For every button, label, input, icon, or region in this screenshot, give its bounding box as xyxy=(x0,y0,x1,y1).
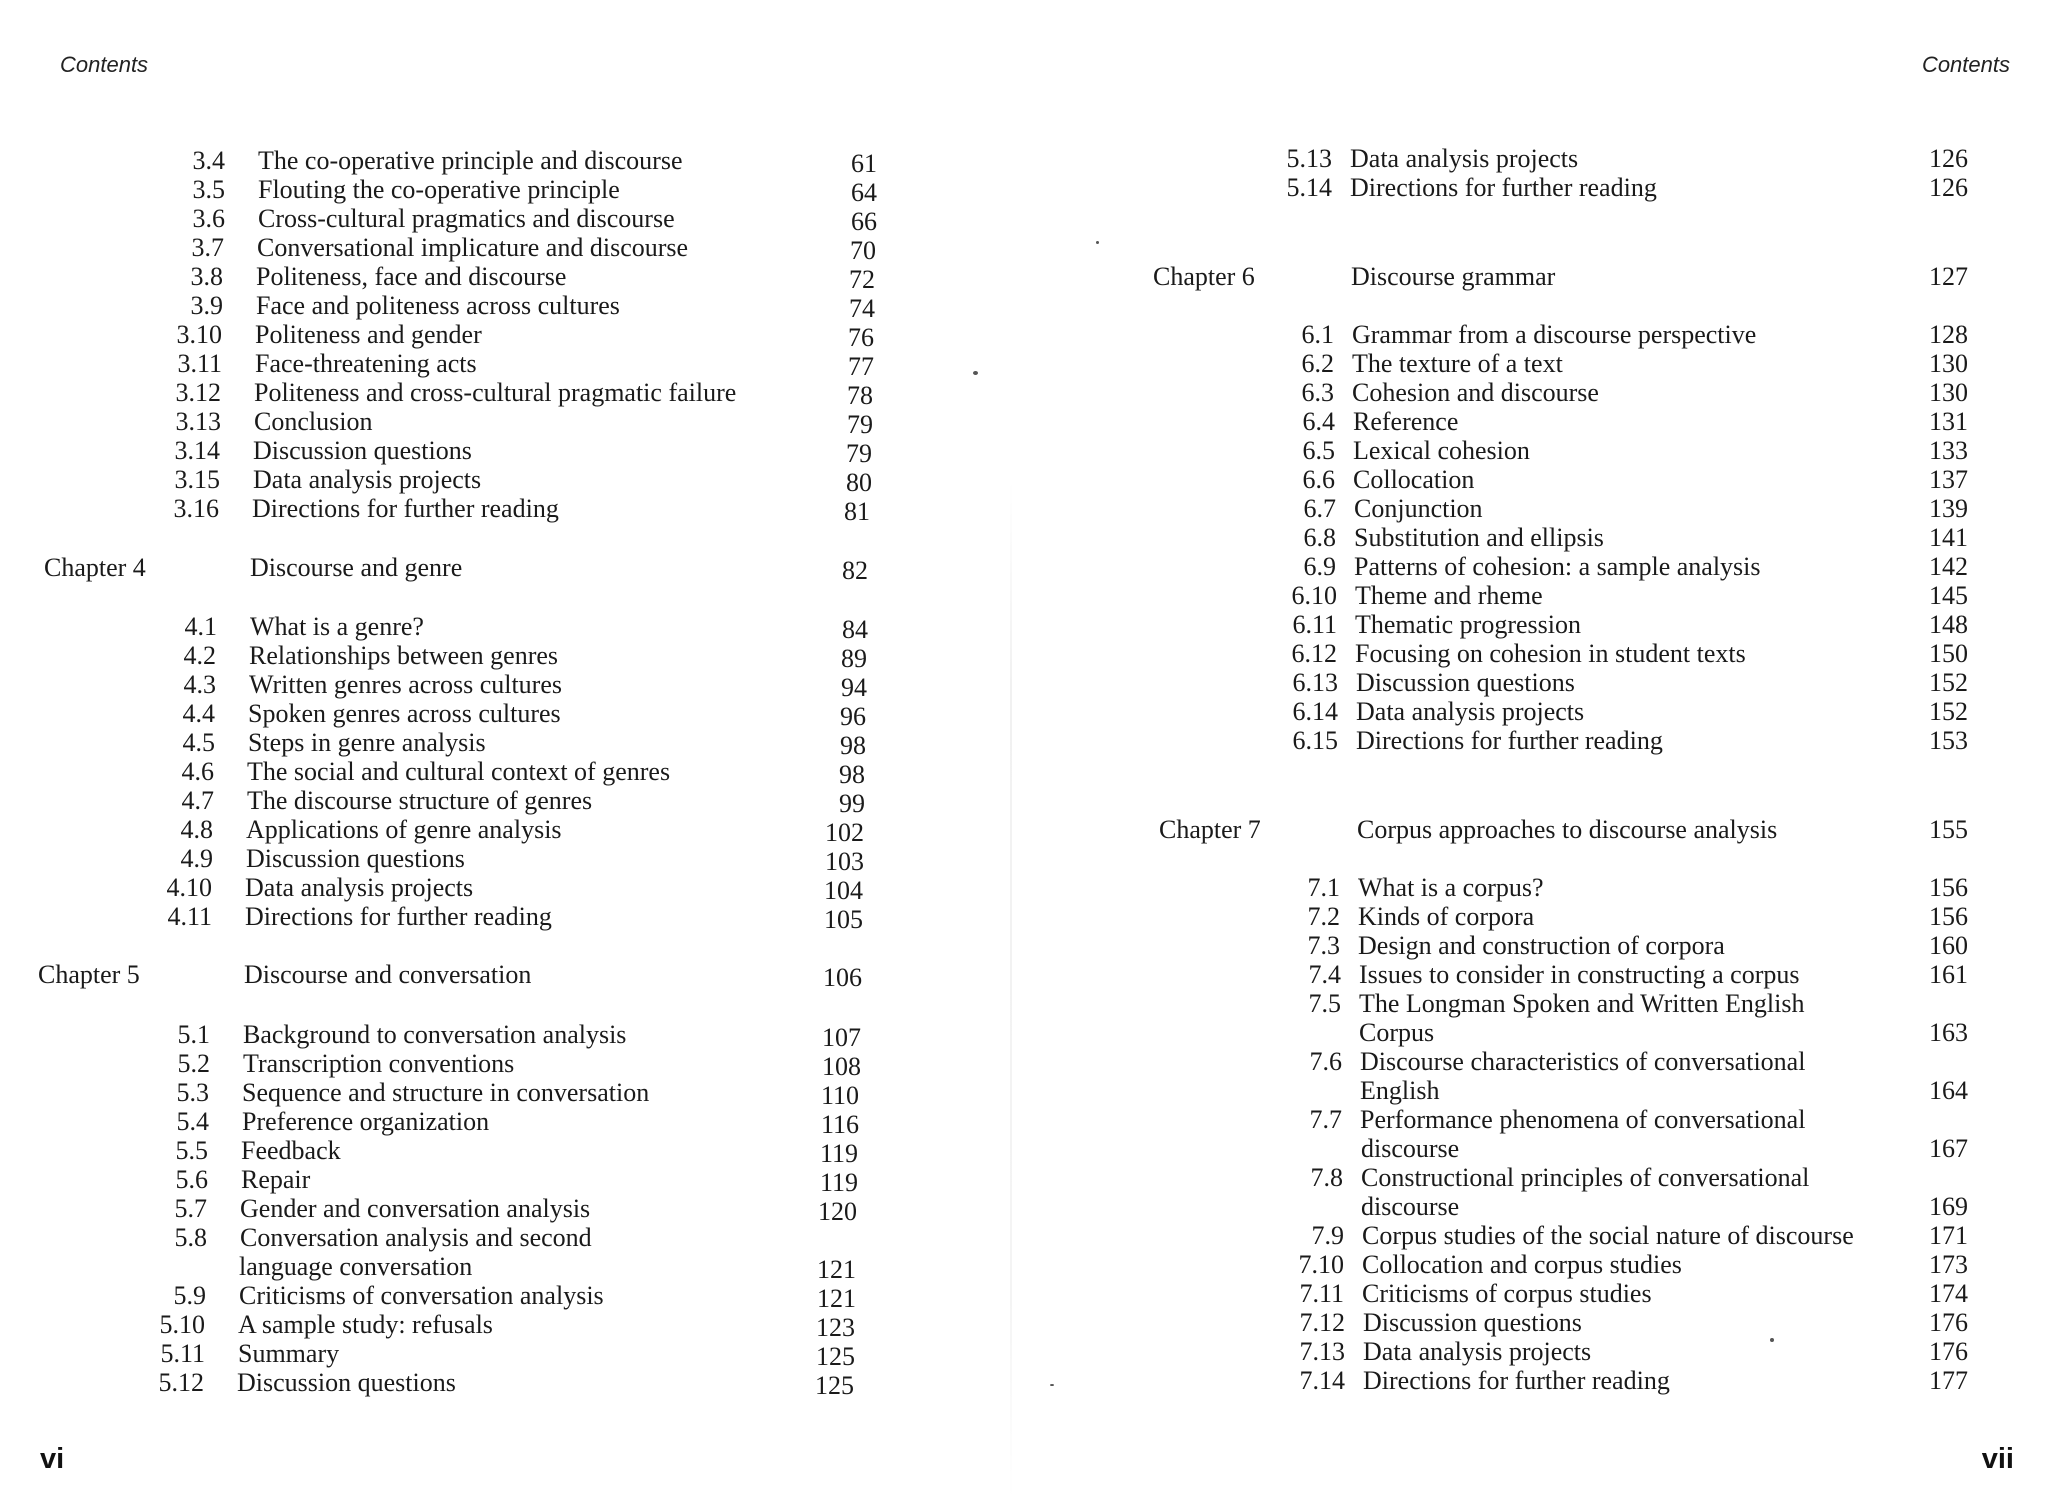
scan-speck xyxy=(1770,1338,1774,1342)
page-ref: 156 xyxy=(1929,873,1968,902)
page-ref: 176 xyxy=(1929,1337,1968,1366)
entry-title: Discussion questions xyxy=(253,436,472,465)
section-number: 4.6 xyxy=(181,757,214,786)
entry-title: Discussion questions xyxy=(1363,1308,1582,1337)
entry-title: English xyxy=(1360,1076,1440,1105)
page-ref: 66 xyxy=(851,207,877,236)
page-ref: 74 xyxy=(849,294,875,323)
section-number: 5.13 xyxy=(1286,144,1332,173)
page-ref: 81 xyxy=(844,497,870,526)
entry-title: discourse xyxy=(1361,1134,1460,1163)
page-ref: 84 xyxy=(842,615,868,644)
left-page xyxy=(0,0,1010,1501)
entry-title: Discourse characteristics of conversational xyxy=(1360,1047,1806,1076)
section-number: 6.5 xyxy=(1302,436,1335,465)
page-ref: 76 xyxy=(848,323,874,352)
page-ref: 167 xyxy=(1929,1134,1968,1163)
entry-title: Directions for further reading xyxy=(252,494,559,523)
section-number: 4.11 xyxy=(167,902,212,931)
section-number: 3.9 xyxy=(190,291,223,320)
entry-title: Face and politeness across cultures xyxy=(256,291,620,320)
section-number: 7.6 xyxy=(1309,1047,1342,1076)
page-ref: 99 xyxy=(839,789,865,818)
section-number: 6.15 xyxy=(1292,726,1338,755)
section-number: 3.15 xyxy=(174,465,220,494)
entry-title: Kinds of corpora xyxy=(1358,902,1535,931)
chapter-label: Chapter 4 xyxy=(44,553,146,582)
scan-speck xyxy=(1050,1384,1054,1386)
entry-title: Constructional principles of conversational xyxy=(1361,1163,1810,1192)
entry-title: The discourse structure of genres xyxy=(247,786,593,815)
page-ref: 128 xyxy=(1929,320,1968,349)
entry-title: Conclusion xyxy=(254,407,373,436)
section-number: 3.11 xyxy=(177,349,222,378)
entry-title: Transcription conventions xyxy=(243,1049,515,1078)
section-number: 5.14 xyxy=(1286,173,1332,202)
page-ref: 150 xyxy=(1929,639,1968,668)
entry-title: The co-operative principle and discourse xyxy=(258,146,683,175)
entry-title: Data analysis projects xyxy=(245,873,474,902)
section-number: 5.5 xyxy=(175,1136,208,1165)
section-number: 4.5 xyxy=(182,728,215,757)
section-number: 3.5 xyxy=(192,175,225,204)
page-ref: 119 xyxy=(819,1168,858,1197)
page-ref: 94 xyxy=(841,673,867,702)
entry-title: Data analysis projects xyxy=(253,465,482,494)
entry-title: Gender and conversation analysis xyxy=(240,1194,591,1223)
entry-title: Directions for further reading xyxy=(1363,1366,1670,1395)
page-ref: 70 xyxy=(850,236,876,265)
page-ref: 155 xyxy=(1929,815,1968,844)
section-number: 5.8 xyxy=(174,1223,207,1252)
section-number: 7.5 xyxy=(1308,989,1341,1018)
section-number: 6.8 xyxy=(1303,523,1336,552)
entry-title: Criticisms of conversation analysis xyxy=(239,1281,604,1310)
section-number: 4.7 xyxy=(181,786,214,815)
section-number: 3.16 xyxy=(173,494,219,523)
entry-title: Patterns of cohesion: a sample analysis xyxy=(1354,552,1761,581)
entry-title: Politeness and cross-cultural pragmatic failure xyxy=(254,378,737,407)
section-number: 5.1 xyxy=(177,1020,210,1049)
section-number: 6.4 xyxy=(1302,407,1335,436)
section-number: 6.2 xyxy=(1301,349,1334,378)
page-number: vii xyxy=(1981,1443,2014,1475)
entry-title: Design and construction of corpora xyxy=(1358,931,1725,960)
page-ref: 104 xyxy=(824,876,863,905)
page-ref: 164 xyxy=(1929,1076,1968,1105)
entry-title: Flouting the co-operative principle xyxy=(258,175,620,204)
section-number: 6.9 xyxy=(1303,552,1336,581)
entry-title: Discourse and genre xyxy=(250,553,463,582)
entry-title: Cross-cultural pragmatics and discourse xyxy=(258,204,675,233)
page-ref: 121 xyxy=(817,1284,856,1313)
entry-title: Theme and rheme xyxy=(1355,581,1543,610)
entry-title: Conjunction xyxy=(1354,494,1483,523)
entry-title: Applications of genre analysis xyxy=(246,815,562,844)
section-number: 7.1 xyxy=(1307,873,1340,902)
section-number: 7.2 xyxy=(1307,902,1340,931)
entry-title: Collocation xyxy=(1353,465,1475,494)
page-ref: 98 xyxy=(839,760,865,789)
page-ref: 176 xyxy=(1929,1308,1968,1337)
section-number: 6.13 xyxy=(1292,668,1338,697)
page-ref: 96 xyxy=(840,702,866,731)
page-ref: 153 xyxy=(1929,726,1968,755)
section-number: 5.6 xyxy=(175,1165,208,1194)
page-ref: 125 xyxy=(815,1371,854,1400)
entry-title: Background to conversation analysis xyxy=(243,1020,627,1049)
section-number: 7.10 xyxy=(1298,1250,1344,1279)
page-ref: 127 xyxy=(1929,262,1968,291)
page-ref: 77 xyxy=(848,352,874,381)
page-ref: 152 xyxy=(1929,697,1968,726)
entry-title: Discourse grammar xyxy=(1351,262,1556,291)
section-number: 4.10 xyxy=(166,873,212,902)
page-ref: 156 xyxy=(1929,902,1968,931)
running-head: Contents xyxy=(60,52,149,77)
page-ref: 106 xyxy=(823,963,862,992)
section-number: 3.10 xyxy=(176,320,222,349)
section-number: 7.9 xyxy=(1311,1221,1344,1250)
section-number: 3.12 xyxy=(175,378,221,407)
page-ref: 72 xyxy=(849,265,875,294)
section-number: 3.8 xyxy=(190,262,223,291)
entry-title: Discourse and conversation xyxy=(244,960,532,989)
entry-title: The texture of a text xyxy=(1352,349,1563,378)
entry-title: Repair xyxy=(241,1165,311,1194)
page-ref: 169 xyxy=(1929,1192,1968,1221)
entry-title: Substitution and ellipsis xyxy=(1354,523,1604,552)
section-number: 5.3 xyxy=(176,1078,209,1107)
page-ref: 130 xyxy=(1929,378,1968,407)
section-number: 3.6 xyxy=(192,204,225,233)
section-number: 6.12 xyxy=(1291,639,1337,668)
entry-title: Sequence and structure in conversation xyxy=(242,1078,650,1107)
section-number: 5.4 xyxy=(176,1107,209,1136)
entry-title: Politeness, face and discourse xyxy=(256,262,567,291)
page-ref: 116 xyxy=(820,1110,859,1139)
entry-title: The social and cultural context of genres xyxy=(247,757,671,786)
entry-title: Directions for further reading xyxy=(245,902,552,931)
entry-title: Discussion questions xyxy=(246,844,465,873)
entry-title: Preference organization xyxy=(242,1107,490,1136)
section-number: 6.6 xyxy=(1302,465,1335,494)
page-ref: 119 xyxy=(819,1139,858,1168)
entry-title: Thematic progression xyxy=(1355,610,1581,639)
entry-title: Politeness and gender xyxy=(255,320,482,349)
page-ref: 107 xyxy=(822,1023,861,1052)
section-number: 5.11 xyxy=(160,1339,205,1368)
entry-title: Relationships between genres xyxy=(249,641,559,670)
entry-title: Data analysis projects xyxy=(1363,1337,1592,1366)
running-head: Contents xyxy=(1921,52,2010,77)
entry-title: Focusing on cohesion in student texts xyxy=(1355,639,1746,668)
entry-title: Directions for further reading xyxy=(1356,726,1663,755)
entry-title: Issues to consider in constructing a corpus xyxy=(1359,960,1800,989)
entry-title: Discussion questions xyxy=(1356,668,1575,697)
chapter-label: Chapter 7 xyxy=(1159,815,1261,844)
chapter-label: Chapter 5 xyxy=(38,960,140,989)
entry-title: What is a genre? xyxy=(250,612,424,641)
entry-title: Corpus xyxy=(1359,1018,1435,1047)
section-number: 6.7 xyxy=(1303,494,1336,523)
page-ref: 123 xyxy=(816,1313,855,1342)
entry-title: Feedback xyxy=(241,1136,341,1165)
section-number: 3.7 xyxy=(191,233,224,262)
entry-title: discourse xyxy=(1361,1192,1460,1221)
section-number: 3.13 xyxy=(175,407,221,436)
entry-title: Reference xyxy=(1353,407,1459,436)
page-ref: 79 xyxy=(847,410,873,439)
page-ref: 137 xyxy=(1929,465,1968,494)
section-number: 6.14 xyxy=(1292,697,1338,726)
entry-title: Spoken genres across cultures xyxy=(248,699,561,728)
section-number: 4.3 xyxy=(183,670,216,699)
page-ref: 148 xyxy=(1929,610,1968,639)
page-ref: 120 xyxy=(818,1197,857,1226)
page-ref: 80 xyxy=(846,468,872,497)
page-ref: 125 xyxy=(816,1342,855,1371)
page-ref: 152 xyxy=(1929,668,1968,697)
entry-title: Grammar from a discourse perspective xyxy=(1352,320,1757,349)
section-number: 4.4 xyxy=(182,699,215,728)
section-number: 6.1 xyxy=(1301,320,1334,349)
section-number: 3.4 xyxy=(192,146,225,175)
page-ref: 174 xyxy=(1929,1279,1968,1308)
section-number: 7.14 xyxy=(1299,1366,1345,1395)
page-ref: 130 xyxy=(1929,349,1968,378)
page-ref: 139 xyxy=(1929,494,1968,523)
page-ref: 171 xyxy=(1929,1221,1968,1250)
page-ref: 126 xyxy=(1929,173,1968,202)
entry-title: Conversation analysis and second xyxy=(240,1223,592,1252)
section-number: 7.4 xyxy=(1308,960,1341,989)
entry-title: Data analysis projects xyxy=(1350,144,1579,173)
page-ref: 78 xyxy=(847,381,873,410)
entry-title: Cohesion and discourse xyxy=(1352,378,1599,407)
page-ref: 105 xyxy=(824,905,863,934)
section-number: 5.9 xyxy=(173,1281,206,1310)
section-number: 5.12 xyxy=(158,1368,204,1397)
chapter-label: Chapter 6 xyxy=(1153,262,1255,291)
entry-title: language conversation xyxy=(239,1252,473,1281)
section-number: 5.10 xyxy=(159,1310,205,1339)
entry-title: Discussion questions xyxy=(237,1368,456,1397)
section-number: 3.14 xyxy=(174,436,220,465)
page-ref: 177 xyxy=(1929,1366,1968,1395)
entry-title: What is a corpus? xyxy=(1358,873,1544,902)
page-ref: 145 xyxy=(1929,581,1968,610)
page-ref: 160 xyxy=(1929,931,1968,960)
section-number: 7.8 xyxy=(1310,1163,1343,1192)
entry-title: Corpus studies of the social nature of discourse xyxy=(1362,1221,1854,1250)
entry-title: Performance phenomena of conversational xyxy=(1360,1105,1806,1134)
page-ref: 64 xyxy=(851,178,877,207)
page-ref: 161 xyxy=(1929,960,1968,989)
page-ref: 131 xyxy=(1929,407,1968,436)
page-ref: 108 xyxy=(822,1052,861,1081)
section-number: 4.2 xyxy=(183,641,216,670)
section-number: 4.9 xyxy=(180,844,213,873)
page-ref: 121 xyxy=(817,1255,856,1284)
page-ref: 89 xyxy=(841,644,867,673)
section-number: 6.3 xyxy=(1301,378,1334,407)
entry-title: Steps in genre analysis xyxy=(248,728,486,757)
page-ref: 98 xyxy=(840,731,866,760)
page-ref: 133 xyxy=(1929,436,1968,465)
page-ref: 79 xyxy=(846,439,872,468)
entry-title: Written genres across cultures xyxy=(249,670,563,699)
page-ref: 126 xyxy=(1929,144,1968,173)
page-ref: 102 xyxy=(825,818,864,847)
section-number: 5.7 xyxy=(174,1194,207,1223)
section-number: 6.11 xyxy=(1292,610,1337,639)
section-number: 5.2 xyxy=(177,1049,210,1078)
page-ref: 141 xyxy=(1929,523,1968,552)
entry-title: Collocation and corpus studies xyxy=(1362,1250,1682,1279)
page-ref: 61 xyxy=(851,149,877,178)
section-number: 7.7 xyxy=(1309,1105,1342,1134)
page-ref: 82 xyxy=(842,556,868,585)
entry-title: Data analysis projects xyxy=(1356,697,1585,726)
section-number: 4.1 xyxy=(184,612,217,641)
page-ref: 142 xyxy=(1929,552,1968,581)
section-number: 4.8 xyxy=(180,815,213,844)
section-number: 7.12 xyxy=(1299,1308,1345,1337)
entry-title: A sample study: refusals xyxy=(238,1310,493,1339)
section-number: 7.3 xyxy=(1307,931,1340,960)
scan-speck xyxy=(1096,241,1099,244)
page-ref: 110 xyxy=(820,1081,859,1110)
entry-title: Conversational implicature and discourse xyxy=(257,233,689,262)
page-ref: 163 xyxy=(1929,1018,1968,1047)
scan-speck xyxy=(973,371,978,375)
entry-title: Corpus approaches to discourse analysis xyxy=(1357,815,1778,844)
entry-title: Lexical cohesion xyxy=(1353,436,1530,465)
section-number: 7.11 xyxy=(1299,1279,1344,1308)
section-number: 6.10 xyxy=(1291,581,1337,610)
entry-title: Face-threatening acts xyxy=(255,349,477,378)
entry-title: Summary xyxy=(238,1339,340,1368)
section-number: 7.13 xyxy=(1299,1337,1345,1366)
entry-title: The Longman Spoken and Written English xyxy=(1359,989,1805,1018)
entry-title: Directions for further reading xyxy=(1350,173,1657,202)
page-ref: 173 xyxy=(1929,1250,1968,1279)
right-page xyxy=(1010,0,2048,1501)
entry-title: Criticisms of corpus studies xyxy=(1362,1279,1652,1308)
page-ref: 103 xyxy=(825,847,864,876)
page-number: vi xyxy=(40,1443,65,1475)
